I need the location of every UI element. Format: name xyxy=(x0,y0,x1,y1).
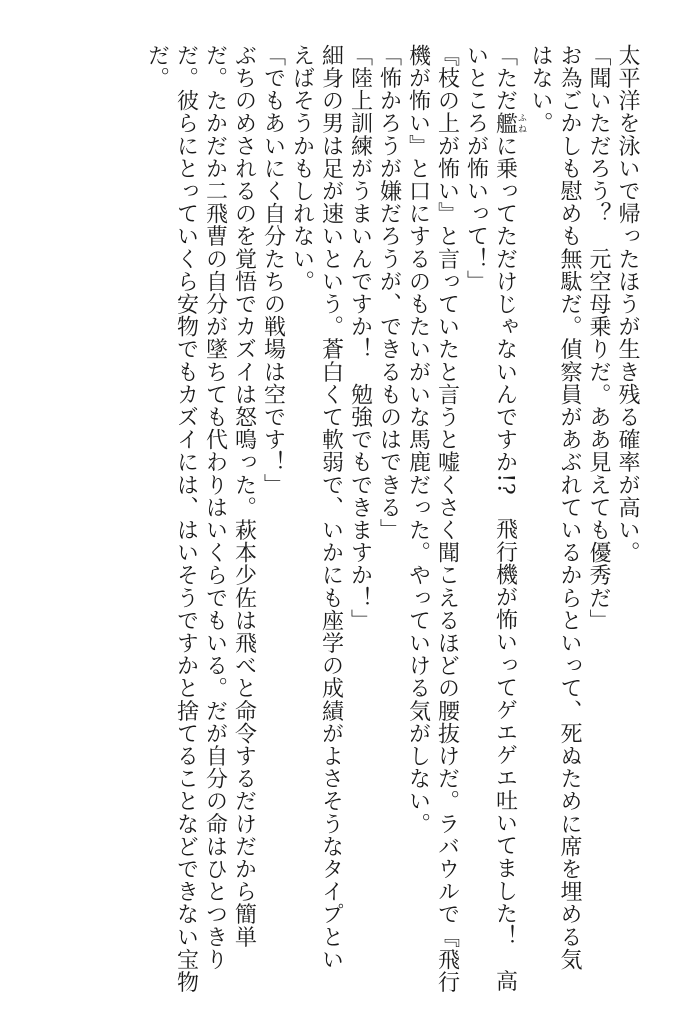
text-line-16: だ。彼らにとっていくら安物でもカズイには、はいそうですかと捨てることなどできない宝物 xyxy=(173,44,199,994)
text-line-1: 太平洋を泳いで帰ったほうが生き残る確率が高い。 xyxy=(615,44,640,564)
text-line-17: だ。 xyxy=(144,44,170,90)
vertical-text-body xyxy=(143,44,643,994)
text-line-8: 機が怖い』と口にするのもたいがいな馬鹿だった。やっていける気がしない。 xyxy=(405,44,431,835)
text-line-15: だ。たかだか二飛曹の自分が墜ちても代わりはいくらでもいる。だが自分の命はひとつきり xyxy=(202,44,228,971)
text-line-9: 「怖かろうが嫌だろうが、できるものはできる」 xyxy=(376,44,402,542)
text-line-2: 「聞いただろう？ 元空母乗りだ。ああ見えても優秀だ」 xyxy=(586,44,611,632)
text-line-14: ぶちのめされるのを覚悟でカズイは怒鳴った。萩本少佐は飛べと命令するだけだから簡単 xyxy=(231,44,257,948)
text-line-3: お為ごかしも慰めも無駄だ。偵察員があぶれているからといって、死ぬために席を埋める気 xyxy=(557,44,582,971)
text-line-5: 「ただ艦ふねに乗ってただけじゃないんですか!? 飛行機が怖いってゲエゲエ吐いてました！ 高 xyxy=(492,44,526,993)
text-line-11: 細身の男は足が速いという。蒼白くて軟弱で、いかにも座学の成績がよさそうなタイプとい xyxy=(318,44,344,971)
text-line-12: えばそうかもしれない。 xyxy=(289,44,315,293)
text-line-6: いところが怖いって！」 xyxy=(463,44,489,293)
text-line-13: 「でもあいにく自分たちの戦場は空です！」 xyxy=(260,44,286,496)
text-line-10: 「陸上訓練がうまいんですか！ 勉強でもできますか！」 xyxy=(347,44,373,632)
text-line-7: 『枝の上が怖い』と言っていたと言うと嘘くさく聞こえるほどの腰抜けだ。ラバウルで『飛行 xyxy=(434,44,460,994)
ruby-kanji: 艦ふね xyxy=(492,111,526,135)
text-line-4: はない。 xyxy=(528,44,553,135)
